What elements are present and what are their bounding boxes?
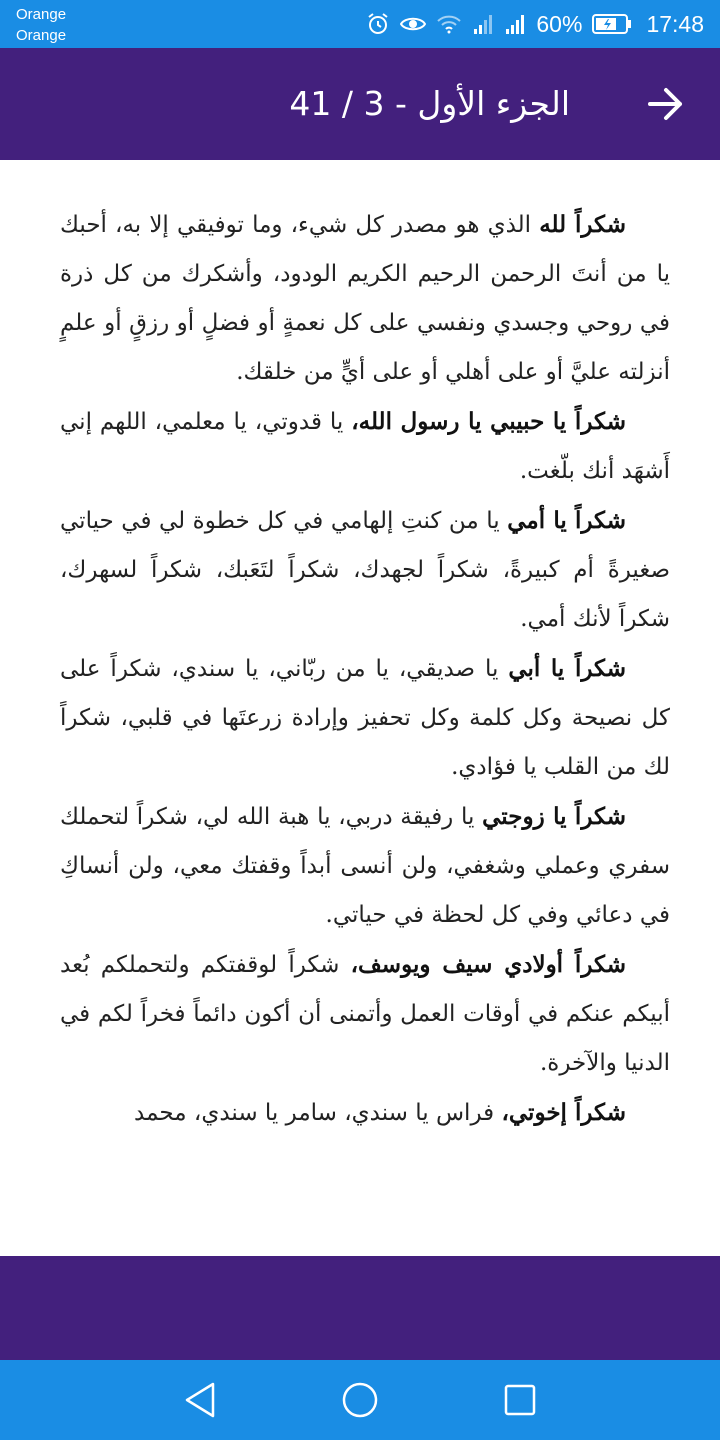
battery-icon [592, 13, 632, 35]
paragraph-thanks-wife [60, 792, 670, 940]
paragraph-lead: شكراً يا حبيبي يا رسول الله، [351, 408, 626, 435]
paragraph-thanks-children [60, 940, 670, 1088]
carrier-labels [16, 4, 66, 46]
paragraph-lead: شكراً لله [539, 211, 627, 238]
app-bar [0, 48, 720, 160]
paragraph-lead: شكراً أولادي سيف ويوسف، [350, 951, 626, 978]
paragraph-body: يا رفيقة دربي، يا هبة الله لي، شكراً لتحملك سفري وعملي وشغفي، ولن أنسى أبداً وقفتك معي، ولن أنساكِ في دعائي وفي كل لحظة في حياتي. [60, 804, 670, 928]
alarm-icon [366, 12, 390, 36]
text-block [60, 200, 670, 1138]
paragraph-lead: شكراً إخوتي، [501, 1099, 626, 1126]
carrier-name-2: Orange [16, 27, 67, 44]
page-title: الجزء الأول - 3 / 41 [289, 84, 570, 123]
paragraph-lead: شكراً يا أمي [507, 507, 627, 534]
nav-back-button[interactable] [170, 1370, 230, 1430]
paragraph-body: شكراً لوقفتكم ولتحملكم بُعد أبيكم عنكم في أوقات العمل وأتمنى أن أكون دائماً فخراً لكم في الدنيا والآخرة. [60, 952, 670, 1076]
paragraph-thanks-father [60, 644, 670, 792]
eye-icon [400, 12, 426, 36]
clock: 17:48 [646, 10, 704, 37]
paragraph-thanks-brothers [60, 1088, 670, 1138]
signal-icon-2 [504, 13, 526, 35]
wifi-icon [436, 12, 462, 36]
paragraph-body: يا قدوتي، يا معلمي، اللهم إني أَشهَد أنك بلّغت. [60, 409, 670, 484]
nav-home-button[interactable] [330, 1370, 390, 1430]
paragraph-body: الذي هو مصدر كل شيء، وما توفيقي إلا به، أحبك يا من أنتَ الرحمن الرحيم الكريم الودود، وأشكرك من كل ذرة في روحي وجسدي ونفسي على كل نعمةٍ أو فضلٍ أو رزقٍ أو علمٍ أنزلته عليَّ أو على أهلي أو على أيٍّ من خلقك. [60, 212, 670, 385]
circle-home-icon [341, 1381, 379, 1419]
system-nav-bar [0, 1360, 720, 1440]
paragraph-lead: شكراً يا أبي [508, 655, 626, 682]
square-recents-icon [503, 1383, 537, 1417]
back-button[interactable] [646, 84, 686, 124]
reader-content[interactable] [0, 160, 720, 1256]
carrier-name-1: Orange [16, 6, 67, 23]
bottom-band [0, 1256, 720, 1360]
nav-recents-button[interactable] [490, 1370, 550, 1430]
status-icons [366, 0, 704, 48]
arrow-right-icon [646, 84, 686, 124]
triangle-back-icon [183, 1381, 217, 1419]
signal-icon-1 [472, 13, 494, 35]
paragraph-body: فراس يا سندي، سامر يا سندي، محمد [134, 1100, 502, 1126]
battery-percentage: 60% [536, 10, 583, 37]
paragraph-thanks-god [60, 200, 670, 397]
paragraph-body: يا من كنتِ إلهامي في كل خطوة لي في حياتي صغيرةً أم كبيرةً، شكراً لجهدك، شكراً لتَعَبك، شكراً لسهرك، شكراً لأنك أمي. [60, 508, 670, 632]
paragraph-body: يا صديقي، يا من ربّاني، يا سندي، شكراً على كل نصيحة وكل كلمة وكل تحفيز وإرادة زرعتَها في قلبي، شكراً لك من القلب يا فؤادي. [60, 656, 670, 780]
paragraph-thanks-mother [60, 496, 670, 644]
status-bar [0, 0, 720, 48]
paragraph-lead: شكراً يا زوجتي [482, 803, 626, 830]
paragraph-thanks-prophet [60, 397, 670, 496]
